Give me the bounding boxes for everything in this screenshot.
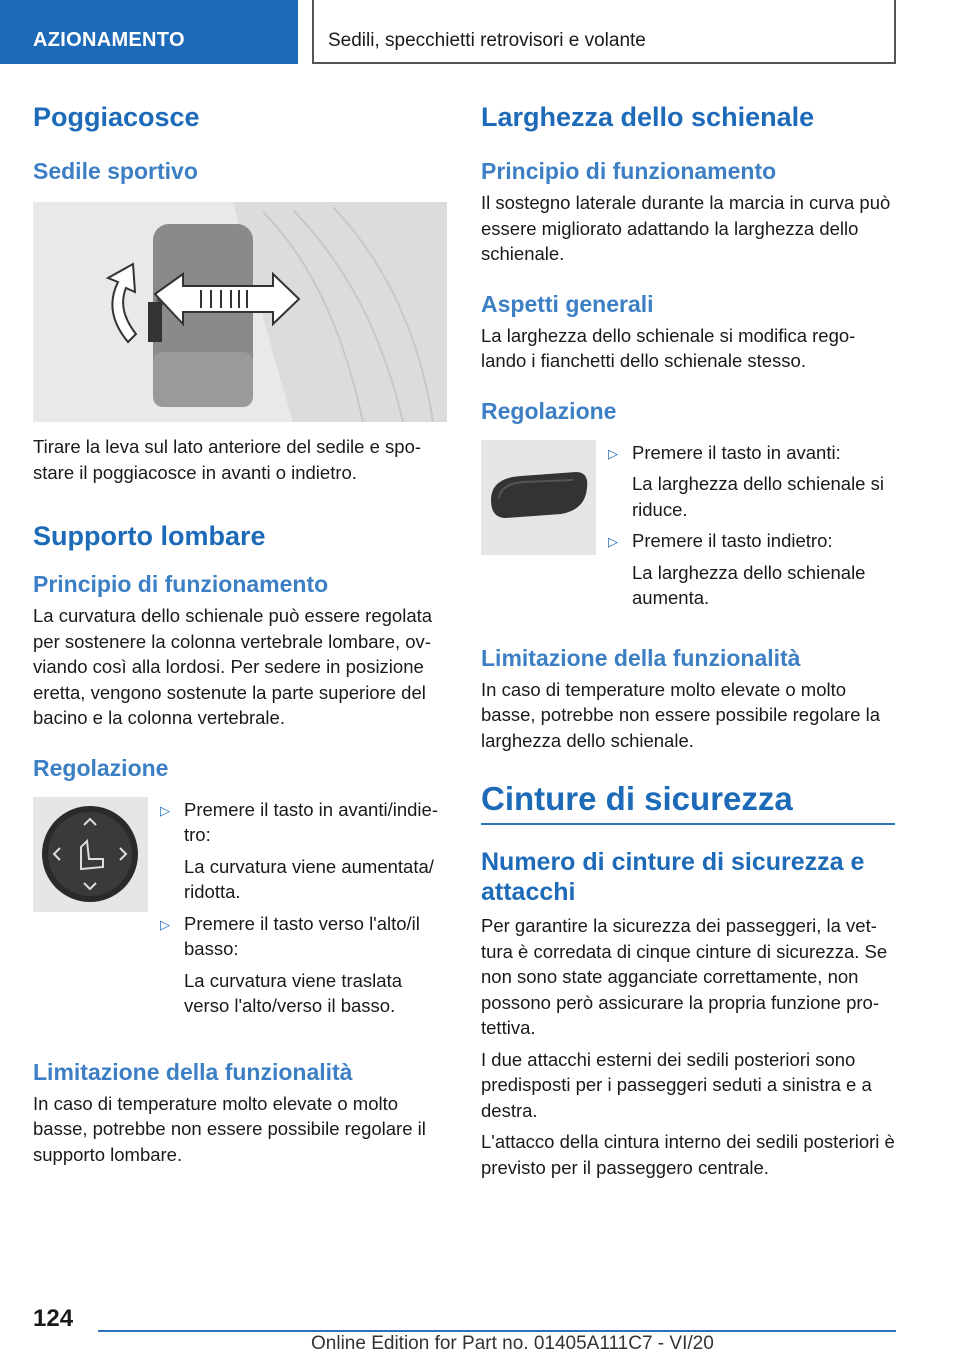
left-column [33, 100, 447, 1167]
chapter-header [312, 0, 896, 64]
principio-title: Principio di funzionamento [33, 571, 329, 597]
section-divider [481, 823, 895, 825]
edition-text: Online Edition for Part no. 01405A111C7 - VI/20 [311, 1333, 714, 1354]
poggiacosce-image [33, 202, 447, 422]
cinture-title: Cinture di sicurezza [481, 780, 793, 817]
lombare-regolazione [33, 797, 447, 1019]
list-result: La larghezza dello schienale si riduce. [632, 473, 884, 520]
section-tab [0, 0, 298, 64]
list-action: Premere il tasto in avanti/indie-tro: [184, 798, 438, 845]
larghezza-list [608, 440, 895, 611]
poggiacosce-title: Poggiacosce [33, 102, 200, 132]
triangle-bullet-icon: ▷ [608, 445, 618, 461]
principio-title: Principio di funzionamento [481, 158, 777, 184]
limitazione-title: Limitazione della funzionalità [33, 1058, 353, 1085]
cinture-p2: I due attacchi esterni dei sedili posteriori sono predisposti per i passeggeri seduti a sinistra e a destra. [481, 1048, 872, 1121]
limitazione-text: In caso di temperature molto elevate o molto basse, potrebbe non essere possibile regolare il supporto lombare. [33, 1092, 426, 1165]
page-number: 124 [33, 1305, 74, 1332]
width-switch-illustration [481, 440, 596, 555]
list-item [608, 440, 895, 523]
list-result: La larghezza dello schienale aumenta. [632, 561, 866, 608]
triangle-bullet-icon: ▷ [608, 534, 618, 549]
list-item [608, 528, 895, 611]
list-item [160, 911, 447, 1019]
limitazione-title: Limitazione della funzionalità [481, 644, 801, 671]
poggiacosce-text: Tirare la leva sul lato anteriore del sedile e spo-stare il poggiacosce in avanti o indietro. [33, 436, 422, 483]
list-result: La curvatura viene aumentata/ ridotta. [184, 855, 434, 902]
aspetti-text: La larghezza dello schienale si modifica rego-lando i fianchetti dello schienale stesso. [481, 324, 856, 371]
principio-text: Il sostegno laterale durante la marcia in curva può essere migliorato adattando la larghezza dello schienale. [481, 192, 891, 264]
principio-text: La curvatura dello schienale può essere regolata per sostenere la colonna vertebrale lombare, ov-viando così alla lordosi. Per sedere in posizione eretta, vengono sostenute la parte superiore del bacino e la colonna vertebrale. [33, 605, 433, 728]
limitazione-text: In caso di temperature molto elevate o molto basse, potrebbe non essere possibile regolare la larghezza dello schienale. [481, 678, 881, 751]
list-action: Premere il tasto verso l'alto/il basso: [184, 912, 420, 959]
lombare-list [160, 797, 447, 1019]
list-action: Premere il tasto indietro: [632, 530, 833, 551]
larghezza-title: Larghezza dello schienale [481, 102, 815, 132]
right-column [481, 100, 895, 1180]
lombare-button-image [33, 797, 148, 912]
list-item [160, 797, 447, 905]
regolazione-title: Regolazione [481, 397, 617, 424]
aspetti-title: Aspetti generali [481, 290, 654, 317]
lumbar-switch-illustration [33, 797, 148, 912]
larghezza-button-image [481, 440, 596, 555]
regolazione-title: Regolazione [33, 754, 169, 781]
sedile-sportivo-title: Sedile sportivo [33, 158, 198, 184]
list-action: Premere il tasto in avanti: [632, 441, 841, 463]
footer-rule [98, 1330, 896, 1332]
seat-illustration [33, 202, 447, 422]
section-label: AZIONAMENTO [33, 29, 185, 51]
list-result: La curvatura viene traslata verso l'alto/verso il basso. [184, 969, 403, 1016]
chapter-label: Sedili, specchietti retrovisori e volante [328, 30, 646, 51]
triangle-bullet-icon: ▷ [160, 916, 170, 932]
triangle-bullet-icon: ▷ [160, 802, 170, 818]
supporto-lombare-title: Supporto lombare [33, 521, 266, 551]
cinture-p3: L'attacco della cintura interno dei sedili posteriori è previsto per il passeggero centrale. [481, 1131, 895, 1178]
larghezza-regolazione [481, 440, 895, 611]
cinture-p1: Per garantire la sicurezza dei passeggeri, la vet-tura è corredata di cinque cinture di sicurezza. Se non sono state agganciate correttamente, non possono però assicurare la propria funzione pro-tettiva. [481, 915, 888, 1038]
numero-cinture-title: Numero di cinture di sicurezza e attacchi [481, 848, 865, 906]
